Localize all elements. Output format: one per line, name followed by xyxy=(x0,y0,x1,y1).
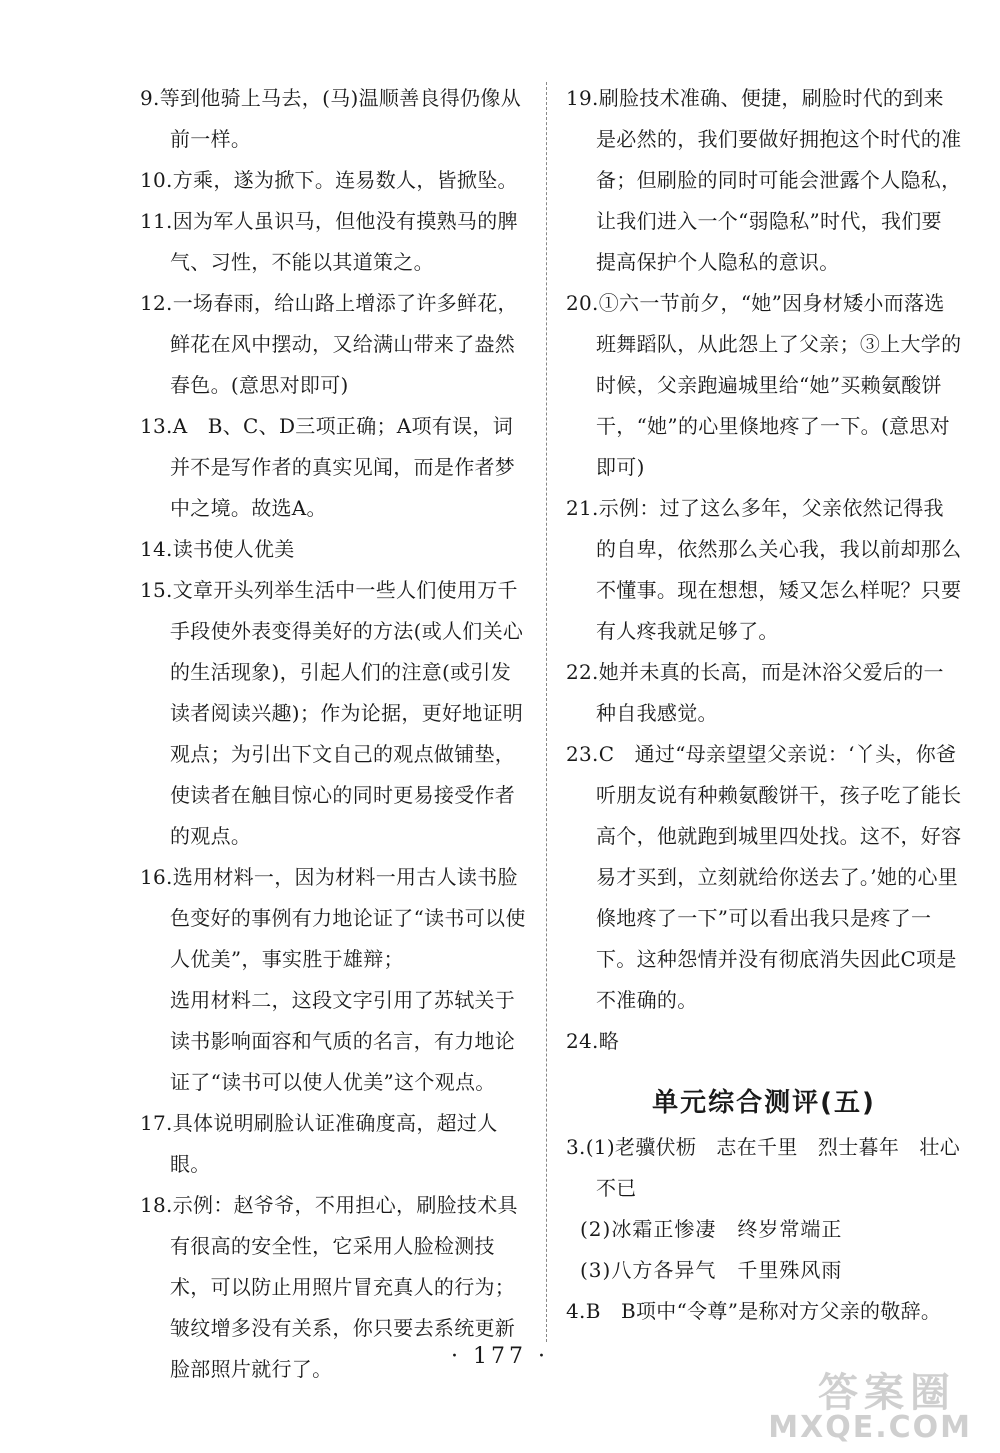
page-number: · 177 · xyxy=(451,1344,549,1369)
watermark-bottom: MXQE.COM xyxy=(768,1410,972,1445)
answer-subitem: (3)八方各异气 千里殊风雨 xyxy=(580,1258,843,1282)
answer-item: 20.①六一节前夕，“她”因身材矮小而落选班舞蹈队，从此怨上了父亲；③上大学的时候，父亲跑遍城里给“她”买赖氨酸饼干，“她”的心里倏地疼了一下。(意思对即可) xyxy=(566,291,962,479)
right-column xyxy=(566,78,962,1332)
answer-item: 11.因为军人虽识马，但他没有摸熟马的脾气、习性，不能以其道策之。 xyxy=(140,209,518,274)
answer-item: 10.方乘，遂为掀下。连易数人，皆掀坠。 xyxy=(140,168,518,192)
watermark-top: 答案圈 xyxy=(818,1370,956,1416)
answer-item: 4.B B项中“令尊”是称对方父亲的敬辞。 xyxy=(566,1299,942,1323)
answer-item: 18.示例：赵爷爷，不用担心，刷脸技术具有很高的安全性，它采用人脸检测技术，可以防止用照片冒充真人的行为；皱纹增多没有关系，你只要去系统更新脸部照片就行了。 xyxy=(140,1193,518,1381)
left-column xyxy=(140,78,530,1390)
answer-item: 19.刷脸技术准确、便捷，刷脸时代的到来是必然的，我们要做好拥抱这个时代的准备；但刷脸的同时可能会泄露个人隐私，让我们进入一个“弱隐私”时代，我们要提高保护个人隐私的意识。 xyxy=(566,86,962,274)
answer-item: 9.等到他骑上马去，(马)温顺善良得仍像从前一样。 xyxy=(140,86,521,151)
section-title: 单元综合测评(五) xyxy=(652,1088,876,1118)
answer-item: 23.C 通过“母亲望望父亲说：‘丫头，你爸听朋友说有种赖氨酸饼干，孩子吃了能长高个，他就跑到城里四处找。这不，好容易才买到，立刻就给你送去了。’她的心里倏地疼了一下”可以看出我只是疼了一下。这种怨情并没有彻底消失因此C项是不准确的。 xyxy=(566,742,962,1012)
answer-item: 24.略 xyxy=(566,1029,620,1053)
answer-item: 22.她并未真的长高，而是沐浴父爱后的一种自我感觉。 xyxy=(566,660,944,725)
answer-item: 12.一场春雨，给山路上增添了许多鲜花，鲜花在风中摆动，又给满山带来了盎然春色。(意思对即可) xyxy=(140,291,518,397)
answer-item: 21.示例：过了这么多年，父亲依然记得我的自卑，依然那么关心我，我以前却那么不懂事。现在想想，矮又怎么样呢？只要有人疼我就足够了。 xyxy=(566,496,962,643)
answer-item: 15.文章开头列举生活中一些人们使用万千手段使外表变得美好的方法(或人们关心的生活现象)，引起人们的注意(或引发读者阅读兴趣)；作为论据，更好地证明观点；为引出下文自己的观点做铺垫，使读者在触目惊心的同时更易接受作者的观点。 xyxy=(140,578,524,848)
watermark-logo xyxy=(768,1357,982,1447)
answer-item: 17.具体说明刷脸认证准确度高，超过人眼。 xyxy=(140,1111,498,1176)
column-divider xyxy=(546,82,547,1342)
answer-item: 3.(1)老骥伏枥 志在千里 烈士暮年 壮心不已 xyxy=(566,1135,961,1200)
answer-item-continuation: 选用材料二，这段文字引用了苏轼关于读书影响面容和气质的名言，有力地论证了“读书可以使人优美”这个观点。 xyxy=(170,988,516,1094)
answer-item: 14.读书使人优美 xyxy=(140,537,295,561)
answer-item: 13.A B、C、D三项正确；A项有误，词并不是写作者的真实见闻，而是作者梦中之境。故选A。 xyxy=(140,414,516,520)
answer-subitem: (2)冰霜正惨凄 终岁常端正 xyxy=(580,1217,843,1241)
answer-item: 16.选用材料一，因为材料一用古人读书脸色变好的事例有力地论证了“读书可以使人优美”，事实胜于雄辩； xyxy=(140,865,526,971)
